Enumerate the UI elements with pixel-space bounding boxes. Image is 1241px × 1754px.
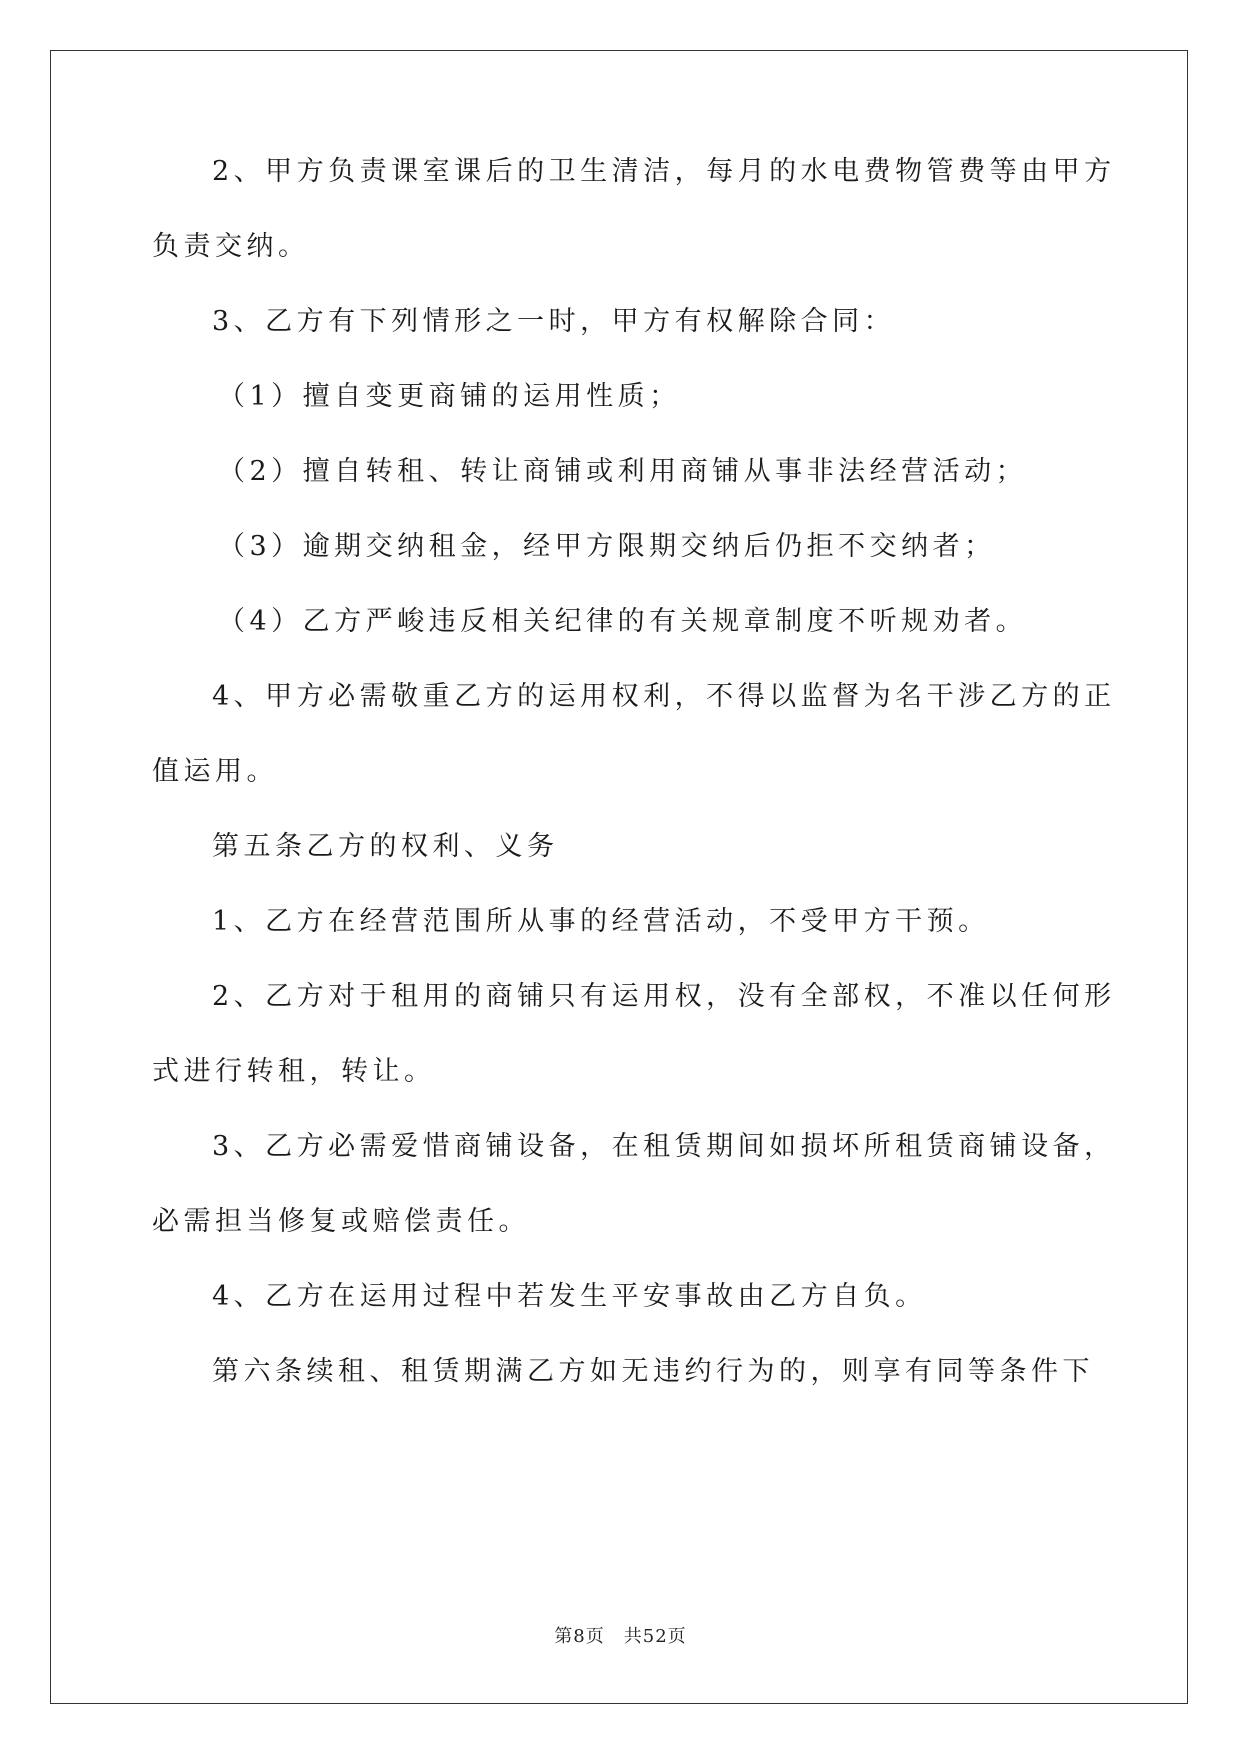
page-number-footer: 第8页 共52页: [554, 1626, 687, 1647]
paragraph-line: 值运用。: [152, 756, 278, 787]
paragraph-line: 4、乙方在运用过程中若发生平安事故由乙方自负。: [212, 1281, 927, 1312]
paragraph-line: 式进行转租，转让。: [152, 1056, 436, 1087]
list-item: （2）擅自转租、转让商铺或利用商铺从事非法经营活动；: [218, 456, 1028, 487]
page-border: [50, 50, 1188, 1704]
list-item: （4）乙方严峻违反相关纪律的有关规章制度不听规劝者。: [218, 606, 1028, 637]
list-item: （1）擅自变更商铺的运用性质；: [218, 381, 681, 412]
section-heading: 第五条乙方的权利、义务: [212, 831, 559, 862]
paragraph-line: 3、乙方有下列情形之一时，甲方有权解除合同：: [212, 306, 896, 337]
paragraph-line: 3、乙方必需爱惜商铺设备，在租赁期间如损坏所租赁商铺设备，: [212, 1131, 1116, 1162]
paragraph-line: 负责交纳。: [152, 231, 310, 262]
section-heading: 第六条续租、租赁期满乙方如无违约行为的，则享有同等条件下: [212, 1356, 1094, 1387]
list-item: （3）逾期交纳租金，经甲方限期交纳后仍拒不交纳者；: [218, 531, 996, 562]
paragraph-line: 2、乙方对于租用的商铺只有运用权，没有全部权，不准以任何形: [212, 981, 1116, 1012]
paragraph-line: 2、甲方负责课室课后的卫生清洁，每月的水电费物管费等由甲方: [212, 156, 1116, 187]
paragraph-line: 4、甲方必需敬重乙方的运用权利，不得以监督为名干涉乙方的正: [212, 681, 1116, 712]
paragraph-line: 必需担当修复或赔偿责任。: [152, 1206, 530, 1237]
paragraph-line: 1、乙方在经营范围所从事的经营活动，不受甲方干预。: [212, 906, 990, 937]
